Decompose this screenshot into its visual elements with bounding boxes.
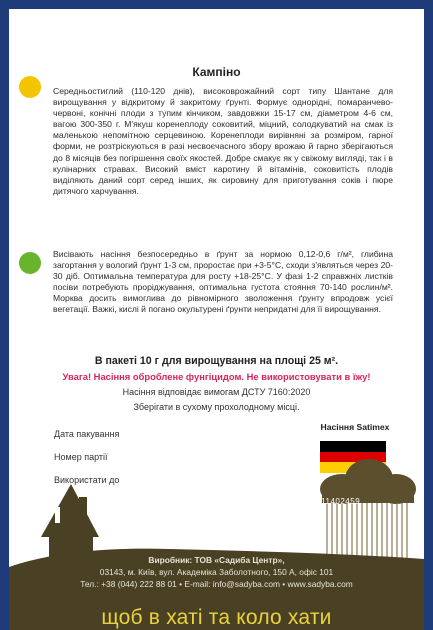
producer-address: 03143, м. Київ, вул. Академіка Заболотного, 150 А, офіс 101 bbox=[99, 567, 334, 577]
green-dot-icon bbox=[19, 252, 41, 274]
barcode-number: 4823111402459 bbox=[297, 497, 361, 506]
yellow-dot-icon bbox=[19, 76, 41, 98]
seed-packet-back bbox=[9, 0, 424, 630]
description-paragraph: Середньостиглий (110-120 днів), високоврожайний сорт типу Шантане для вирощування у відкритому й закритому ґрунті. Формує однорідні, помаранчево-червоні, конічні плоди з тупим кінчиком, завдовжки 15-17 см, діаметром 4-6 см, вагою 300-350 г. М'якуш коренеплоду соковитий, міцний, солодкуватий на смак із маленькою непомітною серцевиною. Коренеплоди вирівняні за розміром, гарної форми, не розтріскуються в разі несвоєчасного збору врожаю й гарно зберігаються до 8 місяців без погіршення своїх якостей. Добре смакує як у свіжому вигляді, так і в кулінарних стравах. Високий вміст каротину й вітамінів, соковитість плодів виділяють даний сорт серед інших, як сировину для приготування соків і пюре дитячого харчування. bbox=[53, 86, 393, 196]
product-title: Кампіно bbox=[192, 65, 241, 79]
house-icon bbox=[41, 484, 99, 557]
producer-contacts: Тел.: +38 (044) 222 88 01 • E-mail: info@sadyba.com • www.sadyba.com bbox=[80, 579, 353, 589]
producer-name: Виробник: ТОВ «Садиба Центр», bbox=[148, 555, 285, 565]
standard-note: Насіння відповідає вимогам ДСТУ 7160:2020 bbox=[122, 387, 311, 397]
batch-number-field: Номер партії bbox=[54, 452, 108, 462]
pack-date-field: Дата пакування bbox=[54, 429, 120, 439]
slogan: щоб в хаті та коло хати bbox=[101, 606, 332, 629]
use-by-field: Використати до bbox=[54, 475, 120, 485]
package-amount: В пакеті 10 г для вирощування на площі 25 м². bbox=[94, 355, 339, 367]
storage-note: Зберігати в сухому прохолодному місці. bbox=[133, 402, 300, 412]
seed-brand: Насіння Satimex bbox=[320, 422, 390, 432]
sowing-paragraph: Висівають насіння безпосередньо в ґрунт за нормою 0,12-0,6 г/м², глибина загортання у вологий ґрунт 1-3 см, проростає при +3-5°С, сходи з'являться через 20-30 діб. Оптимальна температура для росту +18-25°С. У фазі 1-2 справжніх листків посіви потребують проріджування, оптимальна густота стояння 70-140 рослин/м². Морква досить вимоглива до рівномірного зволоження ґрунту впродовж усієї вегетації. Важкі, кислі й погано окультурені ґрунти непридатні для її вирощування. bbox=[53, 249, 393, 315]
fungicide-warning: Увага! Насіння оброблене фунгіцидом. Не використовувати в їжу! bbox=[62, 371, 371, 382]
